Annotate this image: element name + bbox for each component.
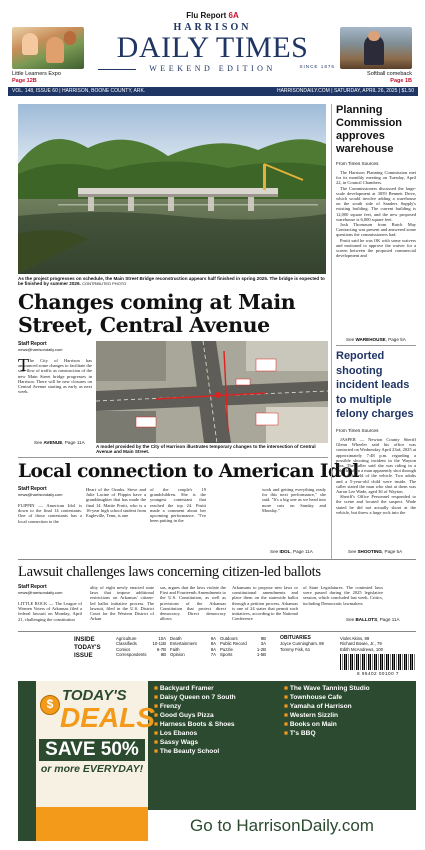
right-teaser-title: Softball comeback bbox=[367, 71, 412, 77]
shooting-source: From Times Sources bbox=[336, 428, 379, 433]
idol-col4: work and getting everything ready for this next performance," she said. "It's a big one as we head into more cuts on Sunday and Monday." bbox=[262, 487, 326, 513]
right-teaser-image[interactable] bbox=[340, 27, 412, 69]
idol-col1: FLIPPIN — American Idol is down to the final 14 contestants. One of those contestants has a local connection to the bbox=[18, 503, 82, 524]
index-item[interactable]: Puzzle bbox=[220, 646, 233, 652]
obit-entry[interactable]: Richard Bowie, Jr., 79 bbox=[340, 641, 382, 647]
main-see-word: AVENUE bbox=[43, 440, 63, 445]
main-see-page: Page 11A bbox=[64, 440, 85, 445]
index-title: INSIDE TODAY'S ISSUE bbox=[74, 636, 101, 659]
obit-entry[interactable]: Tommy Fisk, 61 bbox=[280, 646, 311, 652]
right-divider bbox=[336, 345, 416, 346]
idol-headline[interactable]: Local connection to American Idol bbox=[18, 461, 359, 482]
flu-report-teaser[interactable] bbox=[0, 11, 425, 20]
idol-byline-email[interactable]: news@harrisondaily.com bbox=[18, 492, 63, 498]
info-bar: VOL. 148, ISSUE 60 | HARRISON, BOONE COUNTY, ARK. HARRISONDAILY.COM | SATURDAY, APRIL 26, 2025 | $1.50 bbox=[8, 87, 418, 96]
planning-para-2: The Commissioners discussed the large-scale development at 3059 Bennett Drive, which would involve adding a warehouse on the south side of Sanders Supply's existing building. The current building is 12,000 square feet, and the new proposed warehouse is 6,000 square feet. bbox=[336, 185, 416, 222]
idol-see[interactable]: See IDOL, Page 11A bbox=[270, 549, 313, 554]
vendor-item[interactable]: ■ Los Ebanos bbox=[154, 730, 198, 737]
index-page: 6-7B bbox=[156, 646, 166, 652]
lawsuit-see[interactable]: See BALLOTS, Page 11A bbox=[346, 617, 400, 622]
lawsuit-byline bbox=[18, 585, 82, 596]
deals-more: or more EVERYDAY! bbox=[40, 763, 144, 775]
shooting-para-2: Sheriff's Office Personnel responded to the scene and located the suspect. Wade stated he did not actually shoot at the vehicle, but threw a large rock into the bbox=[336, 494, 416, 515]
planning-para-4: Pruitt said he was OK with some waivers and motioned to approve the waiver for a screen between the proposed commercial development and bbox=[336, 237, 416, 259]
index-page: 7A bbox=[210, 652, 216, 658]
main-dropcap: T bbox=[18, 355, 29, 375]
index-item[interactable]: Classifieds bbox=[116, 641, 137, 647]
masthead-rule bbox=[98, 69, 136, 70]
deals-todays: TODAY'S bbox=[62, 687, 127, 704]
vendor-item[interactable]: ■ Townhouse Cafe bbox=[284, 694, 343, 701]
lawsuit-see-word: BALLOTS bbox=[355, 617, 378, 622]
intersection-map-art bbox=[96, 341, 328, 443]
index-item[interactable]: Comics bbox=[116, 646, 131, 652]
vendor-item[interactable]: ■ Backyard Framer bbox=[154, 685, 214, 692]
planning-headline[interactable]: Planning Commission approves warehouse bbox=[336, 104, 403, 155]
main-byline-email[interactable]: news@harrisondaily.com bbox=[18, 347, 63, 353]
barcode-number: 8 95402 00100 7 bbox=[357, 671, 399, 676]
shooting-see-word: SHOOTING bbox=[357, 549, 382, 554]
obit-entry[interactable]: Violet Akins, 89 bbox=[340, 636, 370, 641]
info-price: $1.50 bbox=[401, 88, 414, 94]
photo-credit: CONTRIBUTED PHOTO bbox=[82, 281, 127, 287]
main-see[interactable]: See AVENUE, Page 11A bbox=[34, 440, 85, 445]
lawsuit-see-page: Page 11A bbox=[379, 617, 400, 622]
main-headline[interactable]: Changes coming at Main Street, Central Avenue bbox=[18, 290, 296, 337]
idol-byline-name: Staff Report bbox=[18, 486, 47, 492]
bridge-photo[interactable] bbox=[18, 104, 326, 274]
index-page: 8A bbox=[210, 641, 216, 647]
index-page: 3A bbox=[260, 641, 266, 647]
vendor-item[interactable]: ■ The Wave Tanning Studio bbox=[284, 685, 370, 692]
lawsuit-byline-name: Staff Report bbox=[18, 584, 47, 590]
vendor-item[interactable]: ■ Sassy Wags bbox=[154, 739, 199, 746]
index-item[interactable]: Public Record bbox=[220, 641, 247, 647]
lawsuit-rule bbox=[18, 559, 416, 560]
vendor-item[interactable]: ■ Harness Boots & Shoes bbox=[154, 721, 235, 728]
planning-see-word: WAREHOUSE bbox=[355, 337, 386, 342]
flu-report-label: Flu Report bbox=[186, 11, 227, 20]
vendor-item[interactable]: ■ Western Sizzlin bbox=[284, 712, 339, 719]
obituaries-more bbox=[340, 636, 416, 652]
photo-caption-text: As the project progresses on schedule, the Main Street Bridge reconstruction appears half finished in spring 2025. The bridge is expected to be finished by summer 2026. bbox=[18, 276, 325, 287]
planning-see[interactable]: See WAREHOUSE, Page 5A bbox=[346, 337, 406, 342]
idol-col2: Heart of the Ozarks. Steve and Julie Lacine of Flippin have a granddaughter that has made the final 14. Mattie Pruitt, who is a 16-year high school student from Eagleville, Tenn, is one bbox=[86, 487, 146, 519]
index-page: 9B bbox=[260, 636, 266, 641]
planning-see-page: Page 5A bbox=[388, 337, 406, 342]
right-teaser-text[interactable] bbox=[340, 71, 412, 85]
main-byline bbox=[18, 342, 92, 353]
index-page: 10-11B bbox=[152, 641, 166, 647]
info-site[interactable]: HARRISONDAILY.COM bbox=[276, 88, 330, 94]
masthead-subtitle: WEEKEND EDITION bbox=[149, 64, 276, 73]
index-page: 8B bbox=[160, 652, 166, 658]
lawsuit-col1: LITTLE ROCK — The League of Women Voters of Arkansas filed a federal lawsuit on Monday, April 21, challenging the constitution bbox=[18, 601, 82, 622]
goto-bar[interactable] bbox=[148, 810, 416, 841]
vendor-item[interactable]: ■ The Beauty School bbox=[154, 748, 220, 755]
idol-see-page: Page 11A bbox=[293, 549, 313, 554]
info-vol: VOL. 148, ISSUE 60 bbox=[12, 88, 58, 94]
masthead-top: HARRISON bbox=[173, 22, 252, 33]
planning-body bbox=[336, 170, 416, 258]
intersection-map[interactable] bbox=[96, 341, 328, 443]
index-page: 10A bbox=[158, 636, 166, 641]
index-rule bbox=[18, 631, 416, 632]
index-page: 1-2B bbox=[256, 646, 266, 652]
masthead-since: SINCE 1876 bbox=[299, 64, 335, 69]
main-story-body bbox=[18, 355, 92, 395]
info-date: SATURDAY, APRIL 26, 2025 bbox=[333, 88, 398, 94]
deals-save: SAVE 50% bbox=[39, 739, 145, 761]
obit-entry[interactable]: Edith McAndrews, 100 bbox=[340, 646, 383, 652]
right-teaser-page: Page 1B bbox=[390, 78, 412, 84]
map-caption: A model provided by the City of Harrison illustrates temporary changes to the intersection of Central Avenue and Main Street. bbox=[96, 444, 316, 455]
masthead[interactable] bbox=[90, 22, 335, 84]
goto-text: Go to HarrisonDaily.com bbox=[190, 816, 374, 835]
vendor-list-left bbox=[154, 684, 236, 756]
idol-byline bbox=[18, 487, 82, 498]
flu-report-page: 6A bbox=[228, 11, 239, 20]
lawsuit-col2: ality of eight newly enacted state laws that impose additional restrictions on Arkansas' citizen-led ballot initiative process. The lawsuit, filed in the U.S. District Court for the Western District of Arkan bbox=[90, 585, 154, 622]
index-item[interactable]: Outdoors bbox=[220, 636, 238, 641]
main-byline-name: Staff Report bbox=[18, 341, 47, 347]
index-item[interactable]: Sports bbox=[220, 652, 233, 658]
photo-caption bbox=[18, 276, 326, 287]
index-page: 8A bbox=[210, 646, 216, 652]
deals-panel[interactable] bbox=[36, 681, 155, 807]
index-item[interactable]: Correspondents bbox=[116, 652, 147, 658]
deals-word: DEALS bbox=[60, 702, 155, 733]
barcode bbox=[340, 654, 416, 670]
right-column-rule bbox=[331, 104, 332, 559]
obit-entry[interactable]: Joyce Cunningham, 89 bbox=[280, 641, 324, 647]
shooting-headline[interactable]: Reported shooting incident leads to multiple felony charges bbox=[336, 350, 414, 420]
deals-footer bbox=[36, 807, 148, 841]
idol-see-word: IDOL bbox=[279, 549, 291, 554]
index-item[interactable]: Opinion bbox=[170, 652, 185, 658]
bridge-photo-art bbox=[18, 104, 326, 274]
obituaries-title: OBITUARIES bbox=[280, 635, 311, 641]
left-teaser-title: Little Learners Expo bbox=[12, 71, 61, 77]
main-body-text bbox=[18, 355, 92, 395]
index-col2 bbox=[170, 636, 216, 658]
vendor-item[interactable]: ■ Yamaha of Harrison bbox=[284, 703, 352, 710]
index-col1 bbox=[116, 636, 166, 658]
obituaries bbox=[280, 636, 340, 652]
index-page: 9A bbox=[210, 636, 216, 641]
lawsuit-headline[interactable]: Lawsuit challenges laws concerning citizen-led ballots bbox=[18, 564, 321, 580]
index-item[interactable]: Death bbox=[170, 636, 182, 641]
index-item[interactable]: Entertainment bbox=[170, 641, 197, 647]
vendor-list-right bbox=[284, 684, 370, 738]
index-item[interactable]: Faith bbox=[170, 646, 180, 652]
planning-para-1: The Harrison Planning Commission met for its monthly meeting on Tuesday, April 22, in Council Chambers. bbox=[336, 170, 416, 186]
left-teaser-image[interactable] bbox=[12, 27, 84, 69]
vendor-item[interactable]: ■ Books on Main bbox=[284, 721, 337, 728]
ad-banner[interactable] bbox=[18, 681, 416, 841]
lawsuit-col4: Arkansans to propose new laws or constitutional amendments and place them on the statewide ballot through a petition process. Arkansas is one of 24 states that permit such initiatives, according to the National Conference bbox=[232, 585, 298, 622]
lawsuit-byline-email[interactable]: news@harrisondaily.com bbox=[18, 590, 63, 596]
shooting-body bbox=[336, 437, 416, 515]
planning-para-3: Josh Thomason from Butch May Contracting was present and answered some questions the commissioners had. bbox=[336, 222, 416, 238]
shooting-see[interactable]: See SHOOTING, Page 5A bbox=[348, 549, 403, 554]
idol-col3: of the couple's 19 grandchildren. She is the youngest contestant that reached the top 24. Pruitt made a comment about her upcoming performance. "I've been putting in the bbox=[150, 487, 206, 524]
shooting-see-page: Page 5A bbox=[384, 549, 403, 554]
coin-icon: $ bbox=[40, 695, 60, 715]
lawsuit-col3: sas, argues that the laws violate the First and Fourteenth Amendments to the U.S. Constitution, as well as provisions of the Arkansas Constitution that protect direct democracy. Direct democracy allows bbox=[160, 585, 226, 622]
shooting-para-1: JASPER — Newton County Sheriff Glenn Wheeler said his office was contacted on Wednesday April 23rd, 2025 at approximately 7:48 p.m. regarding a possible shooting incident in the Wayton area. The caller said she was riding in a vehicle when a man apparently shot through the windshield of the vehicle. Two adults and a 5-year-old child were inside. The caller stated the man who shot at them was Aaron Lee Wade, aged 36 of Wayton. bbox=[336, 437, 416, 495]
info-location: HARRISON, BOONE COUNTY, ARK. bbox=[61, 88, 146, 94]
main-body: The City of Harrison has announced some changes to facilitate the safe flow of traffic as construction of the new Main Street bridge progresses in Harrison. There will be new closures on Central Avenue starting as early as next week. bbox=[18, 358, 92, 395]
divider bbox=[18, 457, 328, 458]
vendor-item[interactable]: ■ Good Guys Pizza bbox=[154, 712, 214, 719]
vendor-item[interactable]: ■ T's BBQ bbox=[284, 730, 316, 737]
vendor-item[interactable]: ■ Frenzy bbox=[154, 703, 182, 710]
left-teaser-page: Page 12B bbox=[12, 78, 37, 84]
left-teaser-text[interactable] bbox=[12, 71, 61, 85]
planning-source: From Times Sources bbox=[336, 161, 379, 166]
index-item[interactable]: Agriculture bbox=[116, 636, 137, 641]
index-col3 bbox=[220, 636, 266, 658]
vendor-item[interactable]: ■ Daisy Queen on 7 South bbox=[154, 694, 236, 701]
masthead-title: DAILY TIMES bbox=[116, 31, 309, 64]
index-page: 1-5B bbox=[256, 652, 266, 658]
lawsuit-col5: of State Legislatures. The contested laws were passed during the 2025 legislative session, which concluded last week. Critics, including Democratic lawmakers bbox=[303, 585, 383, 606]
